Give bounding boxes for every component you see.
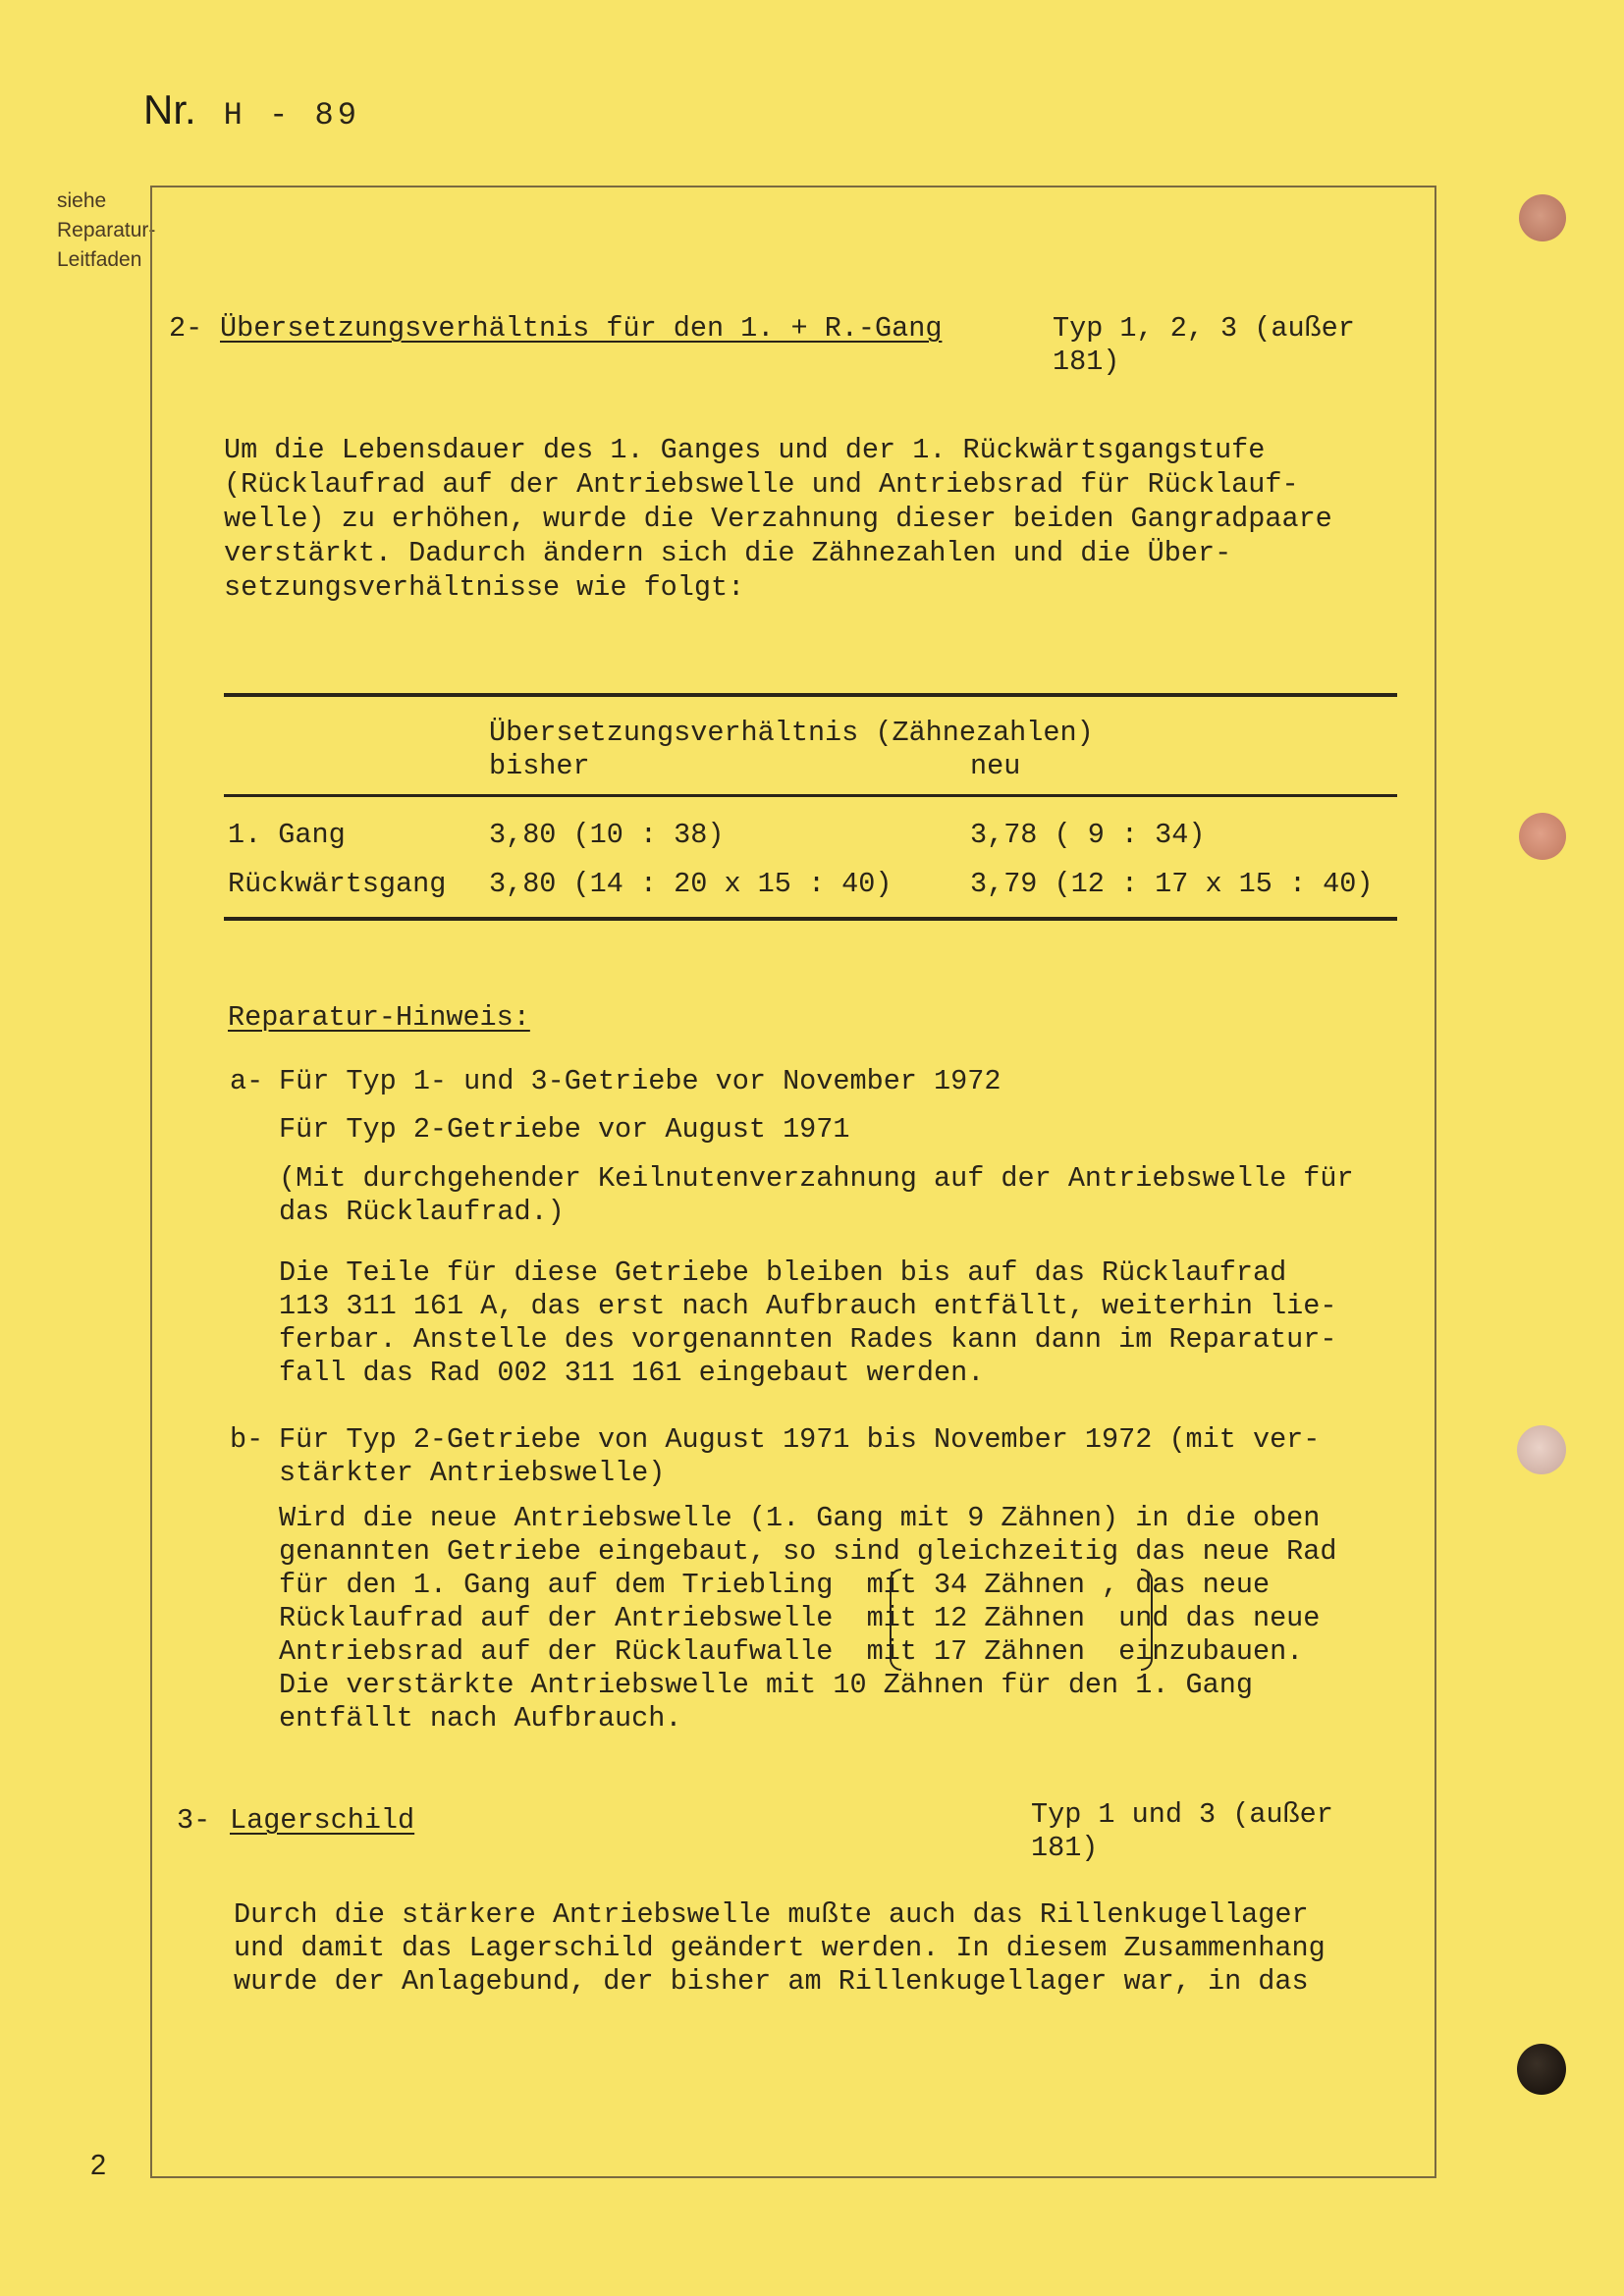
section-2-type-line: 181) — [1053, 346, 1120, 378]
table-rule — [224, 794, 1397, 797]
item-a-note-line: (Mit durchgehender Keilnutenverzahnung auf der Antriebswelle für — [279, 1162, 1354, 1195]
item-b-text-line: für den 1. Gang auf dem Triebling mit 34 Zähnen , das neue — [279, 1569, 1271, 1601]
page-number: 2 — [90, 2150, 107, 2181]
section-2-type-line: Typ 1, 2, 3 (außer — [1053, 312, 1355, 345]
item-b-prefix: b- — [230, 1423, 264, 1456]
item-a-line: Für Typ 2-Getriebe vor August 1971 — [279, 1113, 850, 1146]
punch-hole-icon — [1519, 194, 1566, 241]
sidenote-line: Leitfaden — [57, 248, 142, 271]
item-b-text-line: entfällt nach Aufbrauch. — [279, 1702, 682, 1735]
sidenote-line: siehe — [57, 189, 107, 212]
column-header-old: bisher — [489, 750, 590, 782]
item-a-text-line: fall das Rad 002 311 161 eingebaut werden. — [279, 1357, 985, 1389]
right-brace — [1141, 1569, 1153, 1671]
nr-label: Nr. — [143, 86, 196, 133]
section-3-title: Lagerschild — [230, 1804, 415, 1837]
item-b-line: Für Typ 2-Getriebe von August 1971 bis November 1972 (mit ver- — [279, 1423, 1321, 1456]
item-a-text-line: ferbar. Anstelle des vorgenannten Rades kann dann im Reparatur- — [279, 1323, 1337, 1356]
item-b-text-line: Die verstärkte Antriebswelle mit 10 Zähnen für den 1. Gang — [279, 1669, 1253, 1701]
section-3-type-line: Typ 1 und 3 (außer — [1031, 1798, 1333, 1831]
item-b-text-line: Rücklaufrad auf der Antriebswelle mit 12 Zähnen und das neue — [279, 1602, 1321, 1634]
punch-hole-icon — [1519, 813, 1566, 860]
item-b-text-line: Wird die neue Antriebswelle (1. Gang mit 9 Zähnen) in die oben — [279, 1502, 1321, 1534]
left-brace — [890, 1569, 901, 1671]
section-3-text-line: wurde der Anlagebund, der bisher am Rillenkugellager war, in das — [234, 1965, 1309, 1998]
item-a-note-line: das Rücklaufrad.) — [279, 1196, 565, 1228]
repair-note-title: Reparatur-Hinweis: — [228, 1001, 530, 1034]
table-rule — [224, 693, 1397, 697]
sidenote — [57, 187, 155, 275]
punch-hole-icon — [1517, 1425, 1566, 1474]
section-3-text-line: Durch die stärkere Antriebswelle mußte auch das Rillenkugellager — [234, 1898, 1309, 1931]
row-label: 1. Gang — [228, 819, 346, 851]
table-header: Übersetzungsverhältnis (Zähnezahlen) — [489, 717, 1094, 749]
section-3-number: 3- — [177, 1804, 211, 1837]
paragraph-line: setzungsverhältnisse wie folgt: — [224, 571, 745, 604]
row-old-value: 3,80 (10 : 38) — [489, 819, 725, 851]
document-number: H - 89 — [223, 97, 360, 133]
row-new-value: 3,79 (12 : 17 x 15 : 40) — [970, 868, 1374, 900]
section-3-type-line: 181) — [1031, 1832, 1099, 1864]
item-a-line: Für Typ 1- und 3-Getriebe vor November 1972 — [279, 1065, 1001, 1097]
section-2-title: Übersetzungsverhältnis für den 1. + R.-Gang — [220, 312, 943, 345]
punch-hole-icon — [1517, 2044, 1566, 2095]
paragraph-line: welle) zu erhöhen, wurde die Verzahnung dieser beiden Gangradpaare — [224, 503, 1332, 535]
item-a-prefix: a- — [230, 1065, 264, 1097]
table-rule — [224, 917, 1397, 921]
item-a-text-line: 113 311 161 A, das erst nach Aufbrauch entfällt, weiterhin lie- — [279, 1290, 1337, 1322]
document-header — [143, 86, 360, 133]
item-b-line: stärkter Antriebswelle) — [279, 1457, 666, 1489]
section-3-text-line: und damit das Lagerschild geändert werden. In diesem Zusammenhang — [234, 1932, 1326, 1964]
row-old-value: 3,80 (14 : 20 x 15 : 40) — [489, 868, 893, 900]
row-new-value: 3,78 ( 9 : 34) — [970, 819, 1206, 851]
section-2-number: 2- — [169, 312, 203, 345]
item-b-text-line: Antriebsrad auf der Rücklaufwalle mit 17 Zähnen einzubauen. — [279, 1635, 1304, 1668]
paragraph-line: verstärkt. Dadurch ändern sich die Zähnezahlen und die Über- — [224, 537, 1232, 569]
paragraph-line: Um die Lebensdauer des 1. Ganges und der 1. Rückwärtsgangstufe — [224, 434, 1266, 466]
paragraph-line: (Rücklaufrad auf der Antriebswelle und Antriebsrad für Rücklauf- — [224, 468, 1299, 501]
sidenote-line: Reparatur- — [57, 219, 156, 241]
row-label: Rückwärtsgang — [228, 868, 447, 900]
column-header-new: neu — [970, 750, 1021, 782]
item-a-text-line: Die Teile für diese Getriebe bleiben bis auf das Rücklaufrad — [279, 1256, 1287, 1289]
item-b-text-line: genannten Getriebe eingebaut, so sind gleichzeitig das neue Rad — [279, 1535, 1337, 1568]
